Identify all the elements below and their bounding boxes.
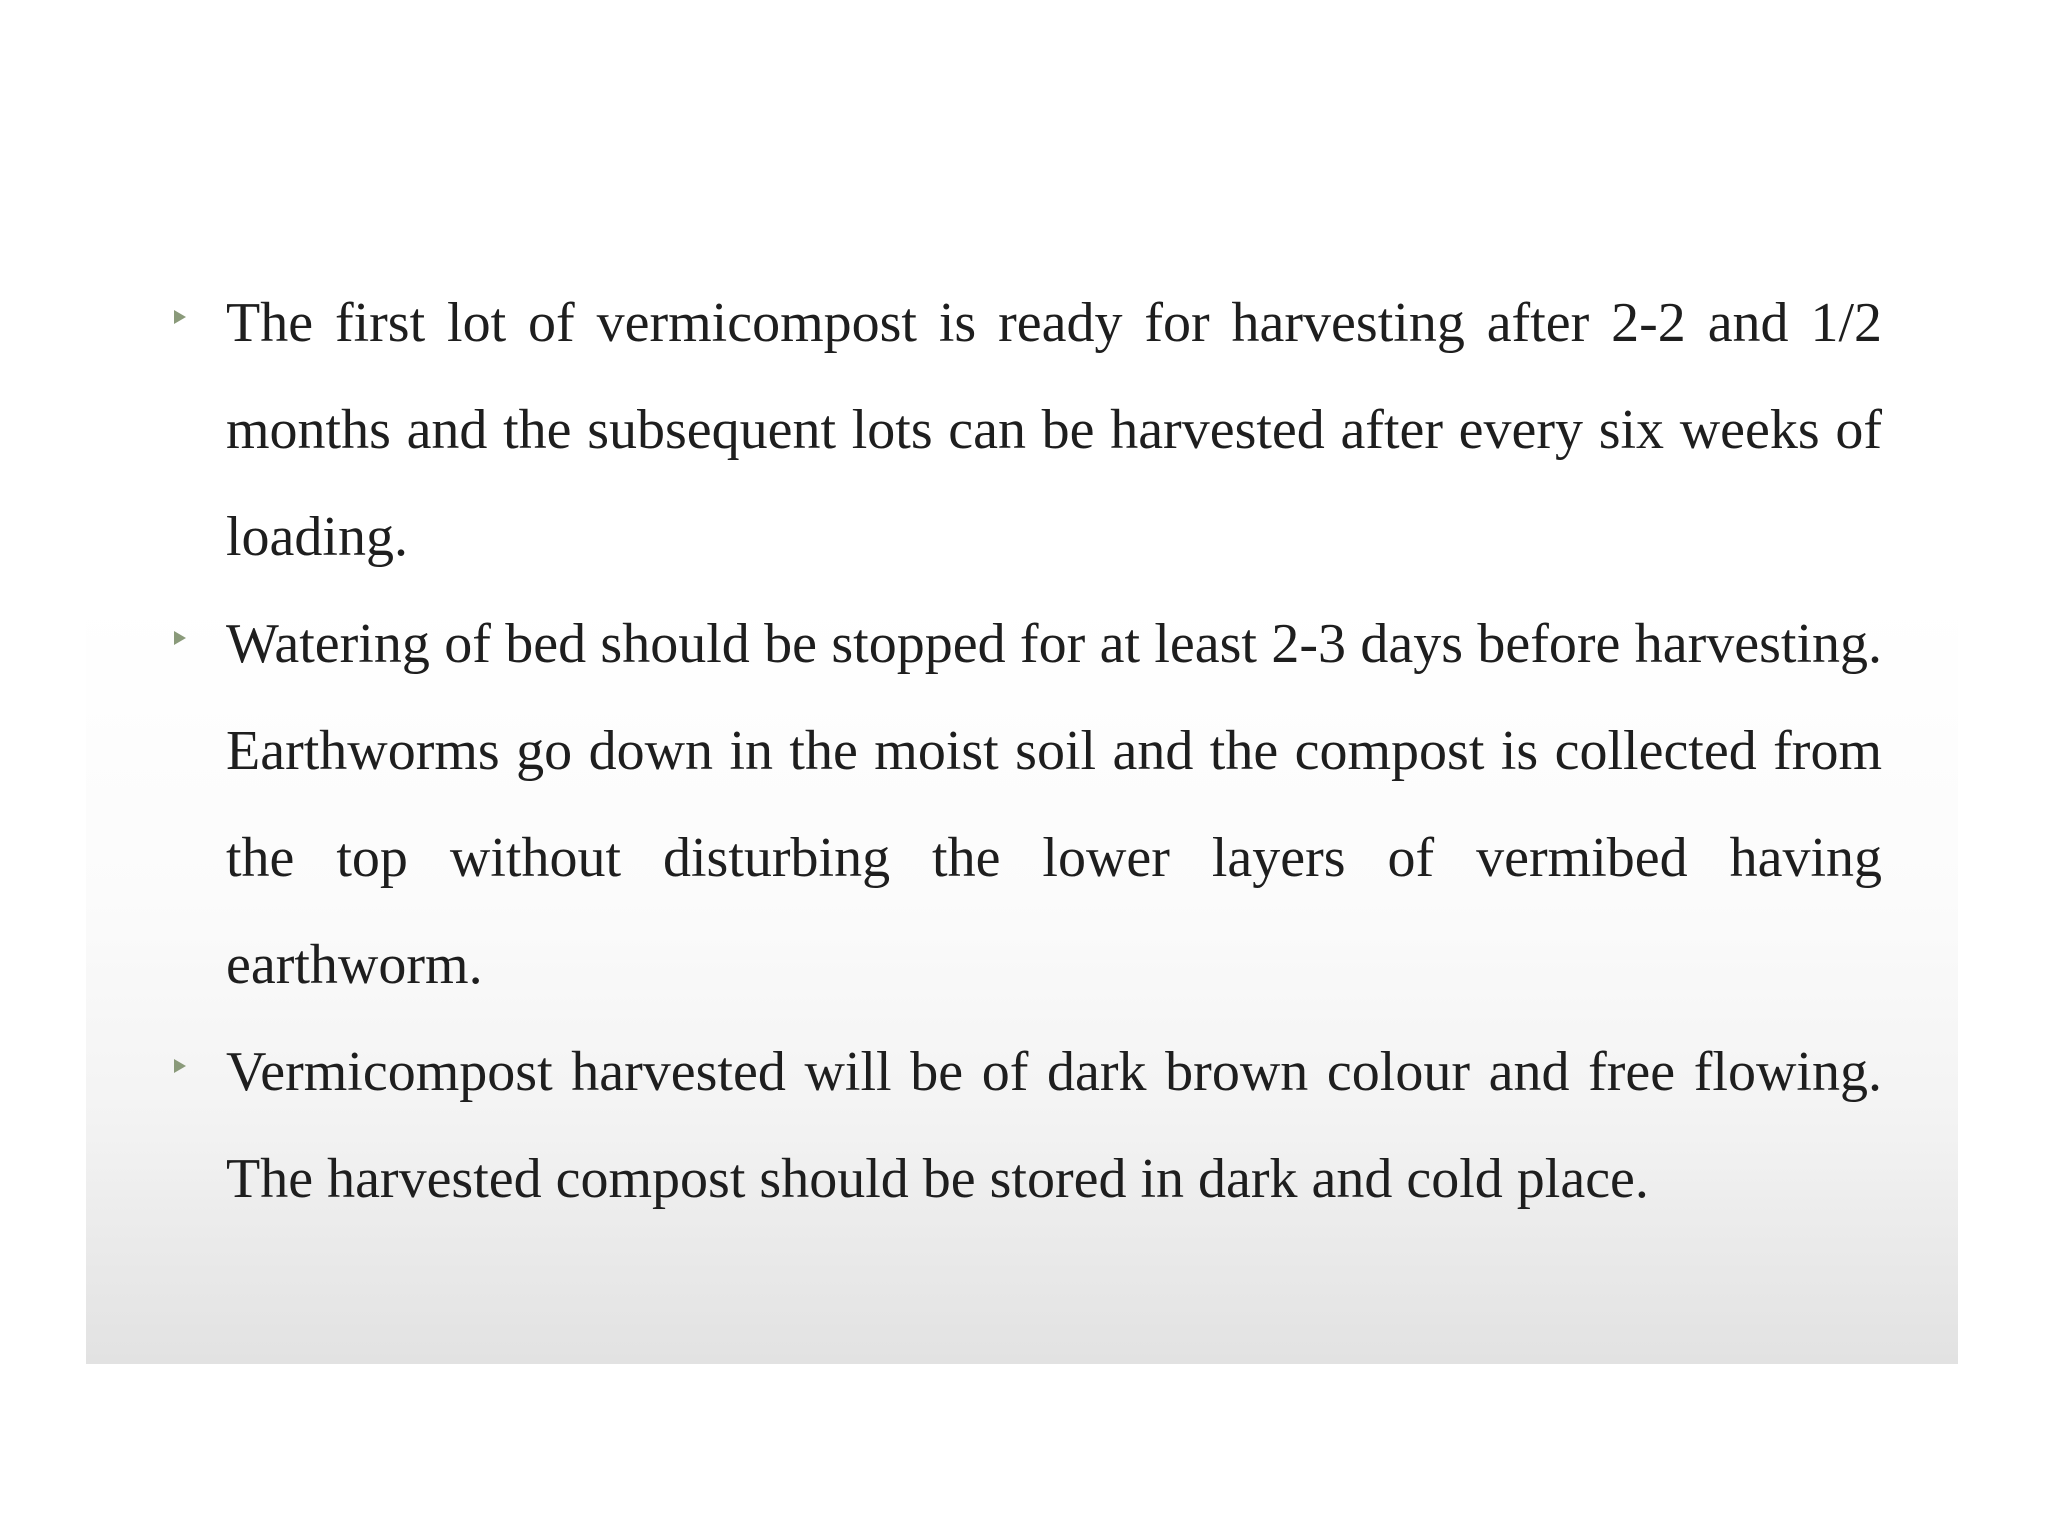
bullet-list (86, 270, 1958, 1233)
bullet-text: Vermicompost harvested will be of dark brown colour and free flowing. The harvested compost should be stored in dark and cold place. (226, 1041, 1882, 1210)
bullet-item (86, 591, 1958, 1019)
slide (86, 0, 1958, 1364)
bullet-text: The first lot of vermicompost is ready for harvesting after 2-2 and 1/2 months and the subsequent lots can be harvested after every six weeks of loading. (226, 292, 1882, 568)
bullet-text: Watering of bed should be stopped for at least 2-3 days before harvesting. Earthworms go down in the moist soil and the compost is collected from the top without disturbing the lower layers of vermibed having earthworm. (226, 613, 1882, 996)
bullet-item (86, 270, 1958, 591)
arrow-bullet-icon (174, 631, 186, 645)
arrow-bullet-icon (174, 310, 186, 324)
arrow-bullet-icon (174, 1059, 186, 1073)
bullet-item (86, 1019, 1958, 1233)
